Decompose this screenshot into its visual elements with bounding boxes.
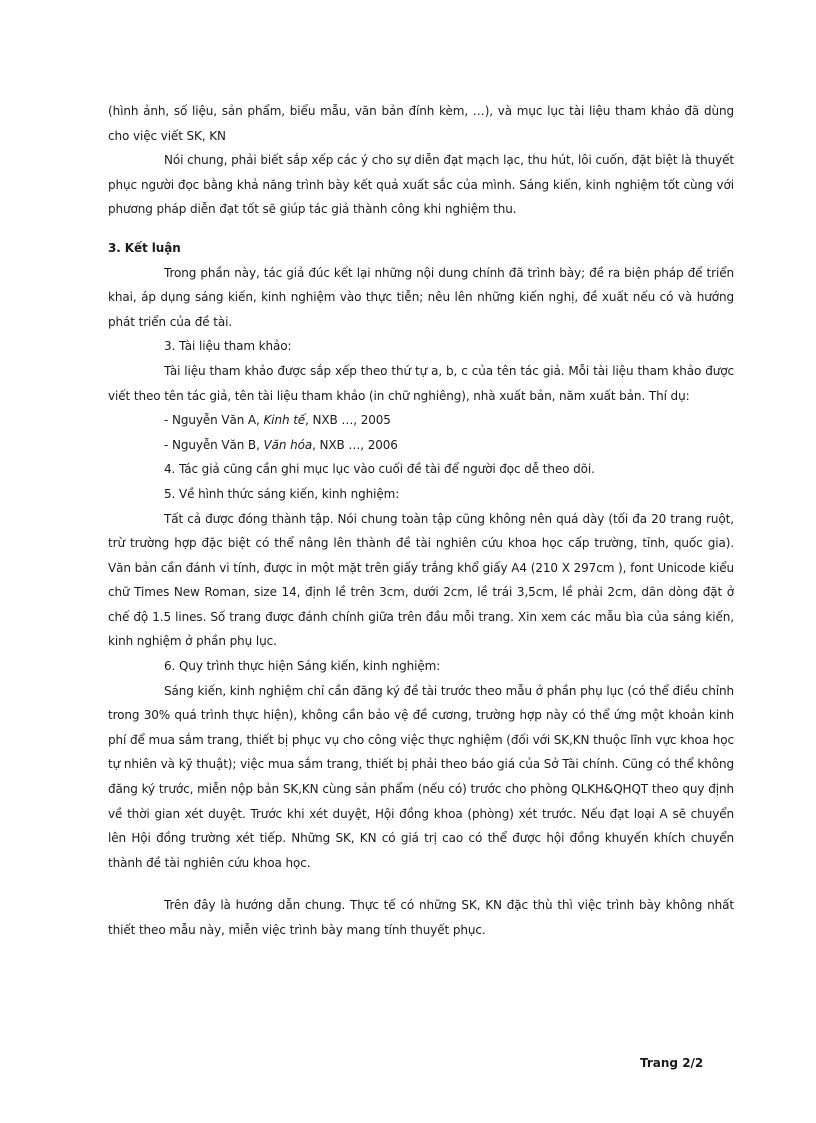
- paragraph: Trong phần này, tác giả đúc kết lại những nội dung chính đã trình bày; đề ra biện pháp để triển khai, áp dụng sáng kiến, kinh nghiệm vào thực tiễn; nêu lên những kiến nghị, đề xuất nếu có và hướng phát triển của đề tài.: [108, 265, 734, 329]
- list-item: 5. Về hình thức sáng kiến, kinh nghiệm:: [164, 486, 400, 501]
- section-heading: 3. Kết luận: [108, 240, 181, 255]
- reference-author: - Nguyễn Văn B,: [164, 437, 264, 452]
- list-item: 6. Quy trình thực hiện Sáng kiến, kinh nghiệm:: [164, 659, 441, 674]
- paragraph: Trên đây là hướng dẫn chung. Thực tế có những SK, KN đặc thù thì việc trình bày không nhất thiết theo mẫu này, miễn việc trình bày mang tính thuyết phục.: [108, 898, 734, 937]
- reference-item: [108, 433, 734, 458]
- paragraph: Nói chung, phải biết sắp xếp các ý cho sự diễn đạt mạch lạc, thu hút, lôi cuốn, đặt biệt là thuyết phục người đọc bằng khả năng trình bày kết quả xuất sắc của mình. Sáng kiến, kinh nghiệm tốt cùng với phương pháp diễn đạt tốt sẽ giúp tác giả thành công khi nghiệm thu.: [108, 153, 734, 217]
- paragraph: Tất cả được đóng thành tập. Nói chung toàn tập cũng không nên quá dày (tối đa 20 trang ruột, trừ trường hợp đặc biệt có thể nâng lên thành đề tài nghiên cứu khoa học cấp trường, tỉnh, quốc gia). Văn bản cần đánh vi tính, được in một mặt trên giấy trắng khổ giấy A4 (210 X 297cm ), font Unicode kiểu chữ Times New Roman, size 14, định lề trên 3cm, dưới 2cm, lề trái 3,5cm, lề phải 2cm, dãn dòng đặt ở chế độ 1.5 lines. Số trang được đánh chính giữa trên đầu mỗi trang. Xin xem các mẫu bìa của sáng kiến, kinh nghiệm ở phần phụ lục.: [108, 511, 734, 649]
- reference-item: [108, 408, 734, 433]
- list-item: 4. Tác giả cũng cần ghi mục lục vào cuối đề tài để người đọc dễ theo dõi.: [164, 462, 595, 477]
- paragraph: (hình ảnh, số liệu, sản phẩm, biểu mẫu, văn bản đính kèm, …), và mục lục tài liệu tham khảo đã dùng cho việc viết SK, KN: [108, 104, 734, 143]
- list-item: 3. Tài liệu tham khảo:: [164, 339, 292, 354]
- spacer: [108, 875, 734, 893]
- reference-title: Kinh tế: [263, 413, 306, 428]
- page-number: Trang 2/2: [640, 1056, 704, 1070]
- document-body: [108, 99, 734, 943]
- reference-author: - Nguyễn Văn A,: [164, 413, 264, 428]
- reference-publisher: , NXB …, 2006: [312, 437, 398, 452]
- reference-title: Văn hóa: [263, 437, 313, 452]
- reference-publisher: , NXB …, 2005: [305, 413, 391, 428]
- paragraph: Tài liệu tham khảo được sắp xếp theo thứ tự a, b, c của tên tác giả. Mỗi tài liệu tham khảo được viết theo tên tác giả, tên tài liệu tham khảo (in chữ nghiêng), nhà xuất bản, năm xuất bản. Thí dụ:: [108, 363, 734, 403]
- paragraph: Sáng kiến, kinh nghiệm chỉ cần đăng ký đề tài trước theo mẫu ở phần phụ lục (có thể điều chỉnh trong 30% quá trình thực hiện), không cần bảo vệ đề cương, trường hợp này có thể ứng một khoản kinh phí để mua sắm trang, thiết bị phục vụ cho công việc thực nghiệm (đối với SK,KN thuộc lĩnh vực khoa học tự nhiên và kỹ thuật); việc mua sắm trang, thiết bị phải theo báo giá của Sở Tài chính. Cũng có thể không đăng ký trước, miễn nộp bản SK,KN cùng sản phẩm (nếu có) trước cho phòng QLKH&QHQT theo quy định về thời gian xét duyệt. Trước khi xét duyệt, Hội đồng khoa (phòng) xét trước. Nếu đạt loại A sẽ chuyển lên Hội đồng trường xét tiếp. Những SK, KN có giá trị cao có thể được hội đồng khuyến khích chuyển thành đề tài nghiên cứu khoa học.: [108, 683, 734, 870]
